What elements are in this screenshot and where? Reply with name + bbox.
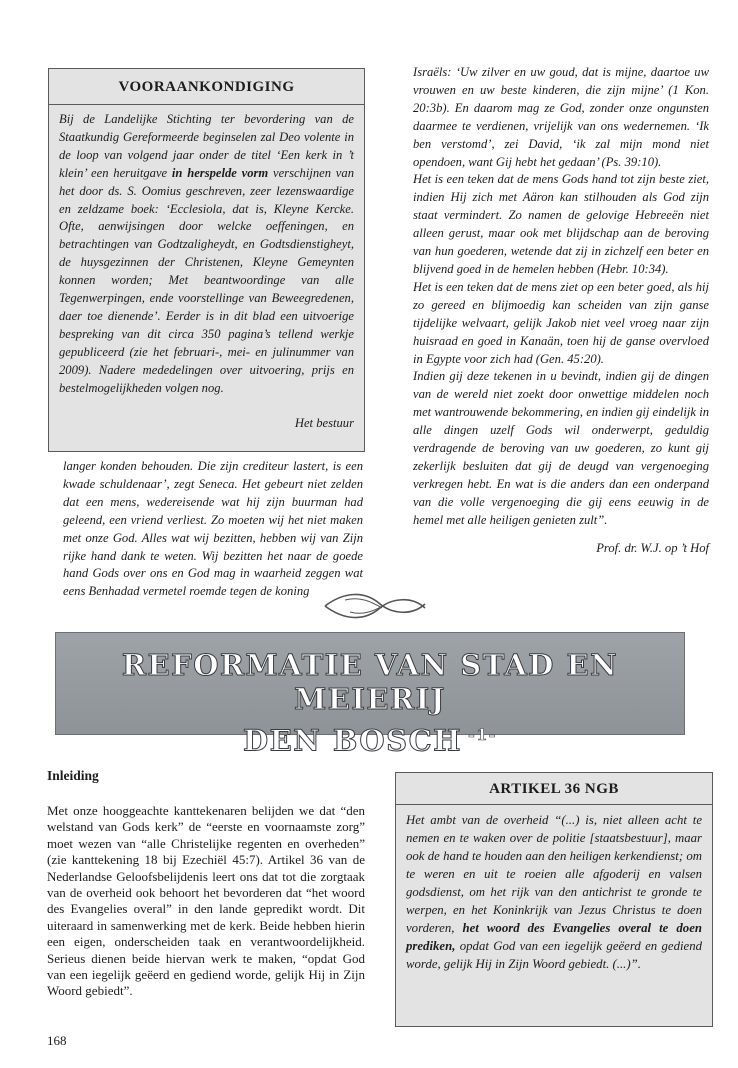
banner-part-number: -1- [468, 725, 497, 744]
announcement-body: Bij de Landelijke Stichting ter bevordering van de Staatkundig Gereformeerde beginselen zal Deo volente in de loop van volgend jaar onder de titel ‘Een kerk in ’t klein’ een heruitgave in herspelde vorm verschijnen van het door ds. S. Oomius geschreven, zeer lezenswaardige en zeldzame boek: ‘Ecclesiola, dat is, Kleyne Kercke. Ofte, aenwijsingen door welcke oeffeningen, en betrachtingen van Godtzaligheydt, en Godtsdienstigheyt, de huysgezinnen der Christenen, Kleyne Gemeynten konnen worden; Met beantwoordinge van alle Tegenwerpingen, ende voorstellinge van Beweegredenen, daer toe dienende’. Eerder is in dit blad een uitvoerige bespreking van dit circa 350 pagina’s tellend werkje gepubliceerd (zie het februari-, mei- en julinummer van 2009). Nadere mededelingen over uitvoering, prijs en bestelmogelijkheden volgen nog. [59, 112, 354, 395]
ornament-divider [320, 586, 430, 626]
article-body: Met onze hooggeachte kanttekenaren belijden we dat “den welstand van Gods kerk” de “eerste en voornaamste zorg” moet wezen van “alle Christelijke regenten en overheden” (zie kanttekening 18 bij Ezechiël 45:7). Artikel 36 van de Nederlandse Geloofsbelijdenis leert ons dat tot die zorgtaak van de overheid ook behoort het bevorderen dat “het woord des Evangelies overal” in den lande gepredikt wordt. Dit uiteraard in samenwerking met de kerk. Beide hebben hierin een eigen, onderscheiden taak en verantwoordelijkheid. Serieus dienen beide hiervan werk te maken, “opdat God van een iegelijk geëerd en gediend worde, gelijk Hij in Zijn Woord gebiedt”. [47, 803, 365, 999]
right-para-3: Het is een teken dat de mens ziet op een beter goed, als hij zo gereed en blijmoedig kan scheiden van zijn ganse tijdelijke welvaart, gelijk Jakob niet veel vroeg naar zijn huisraad en goed in Kanaän, toen hij de ganse overvloed in Egypte voor zich had (Gen. 45:20). [413, 279, 709, 366]
left-column-text: langer konden behouden. Die zijn crediteur lastert, is een kwade schuldenaar’, zegt Seneca. Het gebeurt niet zelden dat een mens, wedereisende wat hij zijn buurman had geleend, een vriend verliest. Zo moeten wij het niet maken met onze God. Alles wat wij bezitten, hebben wij van Zijn rijke hand dank te weten. Wij bezitten het naar de goede hand Gods over ons en God mag in waarheid zeggen wat eens Benhadad vermetel roemde tegen de koning [63, 459, 363, 599]
announcement-box [48, 68, 365, 452]
author-signature: Prof. dr. W.J. op ’t Hof [596, 540, 709, 555]
page-number: 168 [47, 1033, 67, 1048]
right-para-2: Het is een teken dat de mens Gods hand tot zijn beste ziet, indien Hij zich met Aäron kan stilhouden als God zijn staat vermindert. Zo namen de gelovige Hebreeën niet alleen gerust, maar ook met blijdschap aan de beroving van hun goederen, wetende dat zij in zichzelf een beter en blijvend goed in de hemelen hebben (Hebr. 10:34). [413, 172, 709, 276]
announcement-signature: Het bestuur [294, 416, 354, 430]
announcement-title: VOORAANKONDIGING [118, 79, 295, 95]
article-36-title: ARTIKEL 36 NGB [489, 781, 619, 797]
right-column-text [413, 64, 709, 557]
banner-title-line-1: REFORMATIE VAN STAD EN MEIERIJ [121, 648, 619, 716]
article-title-banner [55, 632, 685, 758]
right-para-1: Israëls: ‘Uw zilver en uw goud, dat is mijne, daartoe uw vrouwen en uw beste kinderen, die zijn mijne’ (1 Kon. 20:3b). En daarom mag ze God, zonder onze ongunsten daarmee te verdienen, vrijelijk van ons wedernemen. ‘Ik ben verstomd’, zei David, ‘ik zal mijn mond niet opendoen, want Gij hebt het gedaan’ (Ps. 39:10). [413, 65, 709, 169]
article-36-body: Het ambt van de overheid “(...) is, niet alleen acht te nemen en te waken over de politie [staatsbestuur], maar ook de hand te houden aan den heiligen kerkendienst; om te weren en uit te roeien alle afgoderij en valsen godsdienst, om het rijk van den antichrist te gronde te werpen, en het Koninkrijk van Jezus Christus te doen vorderen, het woord des Evangelies overal te doen prediken, opdat God van een iegelijk geëerd en gediend worde, gelijk Hij in Zijn Woord gebiedt. (...)”. [406, 813, 702, 971]
banner-title-line-2: DEN BOSCH $^{-1-}$ [242, 723, 497, 758]
section-heading: Inleiding [47, 768, 99, 783]
article-36-box [395, 772, 713, 1027]
right-para-4: Indien gij deze tekenen in u bevindt, indien gij de dingen van de wereld niet zoekt door onwettige middelen noch met wantrouwende bekommering, en indien gij eindelijk in alle dingen uzelf Gods wil onderwerpt, geduldig verdragende de beroving van uw goederen, zo kunt gij zekerlijk besluiten dat gij de deugd van vergenoeging verkregen hebt. En wat is die anders dan een onderpand van die volle vergenoeging die gij eens eeuwig in de hemel met alle heiligen genieten zult”. [413, 369, 709, 527]
